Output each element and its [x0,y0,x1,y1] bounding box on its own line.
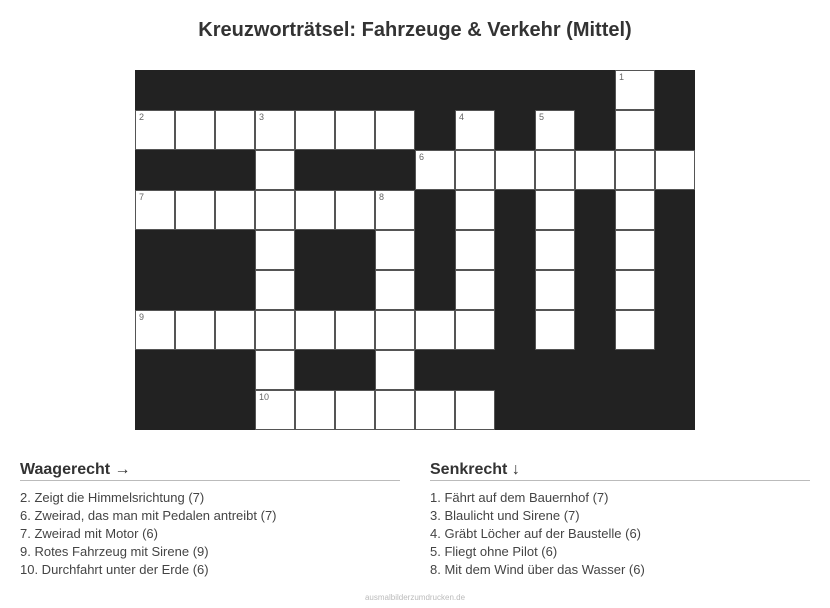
across-clue: 7. Zweirad mit Motor (6) [20,526,158,541]
crossword-cell[interactable] [175,190,215,230]
crossword-cell[interactable] [295,310,335,350]
crossword-cell[interactable] [455,150,495,190]
clue-number: 5 [539,112,545,122]
down-clue: 5. Fliegt ohne Pilot (6) [430,544,558,559]
down-clues-section [430,461,810,579]
clue-number: 9 [139,312,145,322]
crossword-cell[interactable] [375,270,415,310]
crossword-cell[interactable] [535,110,575,150]
crossword-cell[interactable] [255,110,295,150]
down-clue: 8. Mit dem Wind über das Wasser (6) [430,562,645,577]
crossword-cell[interactable] [375,230,415,270]
crossword-cell[interactable] [335,310,375,350]
crossword-cell[interactable] [175,110,215,150]
down-clue: 3. Blaulicht und Sirene (7) [430,508,580,523]
crossword-cell[interactable] [295,110,335,150]
clue-number: 2 [139,112,145,122]
clue-number: 1 [619,72,625,82]
crossword-cell[interactable] [535,190,575,230]
down-clue-list [430,489,810,579]
crossword-cell[interactable] [455,230,495,270]
crossword-cell[interactable] [255,350,295,390]
crossword-cell[interactable] [415,310,455,350]
across-clue-list [20,489,400,579]
crossword-cell[interactable] [375,310,415,350]
crossword-cell[interactable] [215,310,255,350]
crossword-cell[interactable] [615,70,655,110]
clue-number: 7 [139,192,145,202]
crossword-cell[interactable] [615,190,655,230]
crossword-cell[interactable] [535,270,575,310]
crossword-cell[interactable] [615,110,655,150]
crossword-cell[interactable] [255,390,295,430]
crossword-cell[interactable] [175,310,215,350]
crossword-cell[interactable] [455,390,495,430]
crossword-cell[interactable] [455,270,495,310]
crossword-cell[interactable] [535,230,575,270]
crossword-cell[interactable] [255,190,295,230]
clue-number: 4 [459,112,465,122]
page-title: Kreuzworträtsel: Fahrzeuge & Verkehr (Mittel) [198,19,632,41]
crossword-cell[interactable] [215,190,255,230]
down-clue: 1. Fährt auf dem Bauernhof (7) [430,490,609,505]
crossword-cell[interactable] [655,150,695,190]
across-clues-section [20,461,400,579]
crossword-grid [135,70,695,430]
across-clue: 2. Zeigt die Himmelsrichtung (7) [20,490,205,505]
across-clue: 10. Durchfahrt unter der Erde (6) [20,562,209,577]
crossword-cell[interactable] [375,190,415,230]
crossword-cell[interactable] [135,110,175,150]
crossword-cell[interactable] [615,150,655,190]
clue-number: 6 [419,152,425,162]
crossword-cell[interactable] [255,230,295,270]
crossword-cell[interactable] [455,190,495,230]
crossword-cell[interactable] [415,150,455,190]
across-clue: 9. Rotes Fahrzeug mit Sirene (9) [20,544,209,559]
down-clue: 4. Gräbt Löcher auf der Baustelle (6) [430,526,642,541]
crossword-cell[interactable] [375,110,415,150]
crossword-cell[interactable] [415,390,455,430]
crossword-cell[interactable] [255,310,295,350]
crossword-cell[interactable] [615,230,655,270]
crossword-cell[interactable] [215,110,255,150]
crossword-cell[interactable] [335,190,375,230]
crossword-cell[interactable] [375,350,415,390]
crossword-cell[interactable] [255,150,295,190]
crossword-cell[interactable] [535,310,575,350]
crossword-cell[interactable] [615,310,655,350]
crossword-cell[interactable] [375,390,415,430]
across-clue: 6. Zweirad, das man mit Pedalen antreibt (7) [20,508,277,523]
crossword-cell[interactable] [455,110,495,150]
clue-number: 8 [379,192,385,202]
crossword-cell[interactable] [575,150,615,190]
across-heading: Waagerecht → [20,461,400,481]
footer-credit: ausmalbilderzumdrucken.de [364,593,466,602]
clue-number: 3 [259,112,265,122]
crossword-cell[interactable] [535,150,575,190]
crossword-cell[interactable] [135,310,175,350]
crossword-cell[interactable] [495,150,535,190]
crossword-cell[interactable] [615,270,655,310]
crossword-cell[interactable] [295,390,335,430]
clue-number: 10 [259,392,270,402]
crossword-cell[interactable] [295,190,335,230]
crossword-cell[interactable] [255,270,295,310]
crossword-cell[interactable] [335,110,375,150]
crossword-cell[interactable] [135,190,175,230]
crossword-cell[interactable] [455,310,495,350]
crossword-cell[interactable] [335,390,375,430]
down-heading: Senkrecht ↓ [430,461,810,481]
